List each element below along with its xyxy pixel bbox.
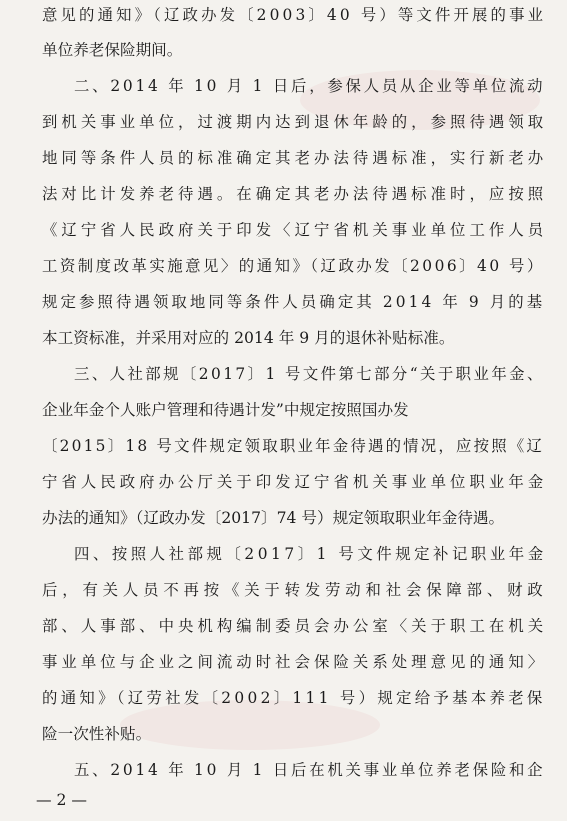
text-line-10: 本工资标准，并采用对应的 2014 年 9 月的退休补贴标准。 bbox=[42, 329, 455, 347]
text-line-12: 企业年金个人账户管理和待遇计发”中规定按照国办发 bbox=[42, 401, 409, 419]
text-line-19: 事业单位与企业之间流动时社会保险关系处理意见的通知〉 bbox=[42, 653, 548, 671]
text-line-22: 五、2014 年 10 月 1 日后在机关事业单位养老保险和企 bbox=[74, 761, 546, 779]
page-number: — 2 — bbox=[36, 791, 88, 809]
text-line-16: 四、按照人社部规〔2017〕1 号文件规定补记职业年金 bbox=[74, 545, 547, 563]
text-line-18: 部、人事部、中央机构编制委员会办公室〈关于职工在机关 bbox=[42, 617, 548, 635]
text-line-4: 到机关事业单位，过渡期内达到退休年龄的，参照待遇领取 bbox=[42, 113, 548, 131]
text-line-21: 险一次性补贴。 bbox=[42, 725, 152, 743]
text-line-3: 二、2014 年 10 月 1 日后，参保人员从企业等单位流动 bbox=[74, 77, 546, 95]
text-line-17: 后，有关人员不再按《关于转发劳动和社会保障部、财政 bbox=[42, 581, 548, 599]
text-line-11: 三、人社部规〔2017〕1 号文件第七部分“关于职业年金、 bbox=[74, 365, 545, 383]
text-line-9: 规定参照待遇领取地同等条件人员确定其 2014 年 9 月的基 bbox=[42, 293, 546, 311]
text-line-8: 工资制度改革实施意见〉的通知》（辽政办发〔2006〕40 号） bbox=[42, 257, 545, 275]
text-line-5: 地同等条件人员的标准确定其老办法待遇标准，实行新老办 bbox=[42, 149, 548, 167]
text-line-14: 宁省人民政府办公厅关于印发辽宁省机关事业单位职业年金 bbox=[42, 473, 548, 491]
text-line-1: 意见的通知》（辽政办发〔2003〕40 号）等文件开展的事业 bbox=[42, 6, 547, 24]
text-line-20: 的通知》（辽劳社发〔2002〕111 号）规定给予基本养老保 bbox=[42, 689, 546, 707]
text-line-2: 单位养老保险期间。 bbox=[42, 41, 183, 59]
text-line-7: 《辽宁省人民政府关于印发〈辽宁省机关事业单位工作人员 bbox=[42, 221, 548, 239]
stamp-bleed-mark bbox=[120, 700, 380, 750]
text-line-15: 办法的通知》（辽政办发〔2017〕74 号）规定领取职业年金待遇。 bbox=[42, 509, 505, 527]
text-line-6: 法对比计发养老待遇。在确定其老办法待遇标准时，应按照 bbox=[42, 185, 548, 203]
text-line-13: 〔2015〕18 号文件规定领取职业年金待遇的情况，应按照《辽 bbox=[42, 437, 545, 455]
